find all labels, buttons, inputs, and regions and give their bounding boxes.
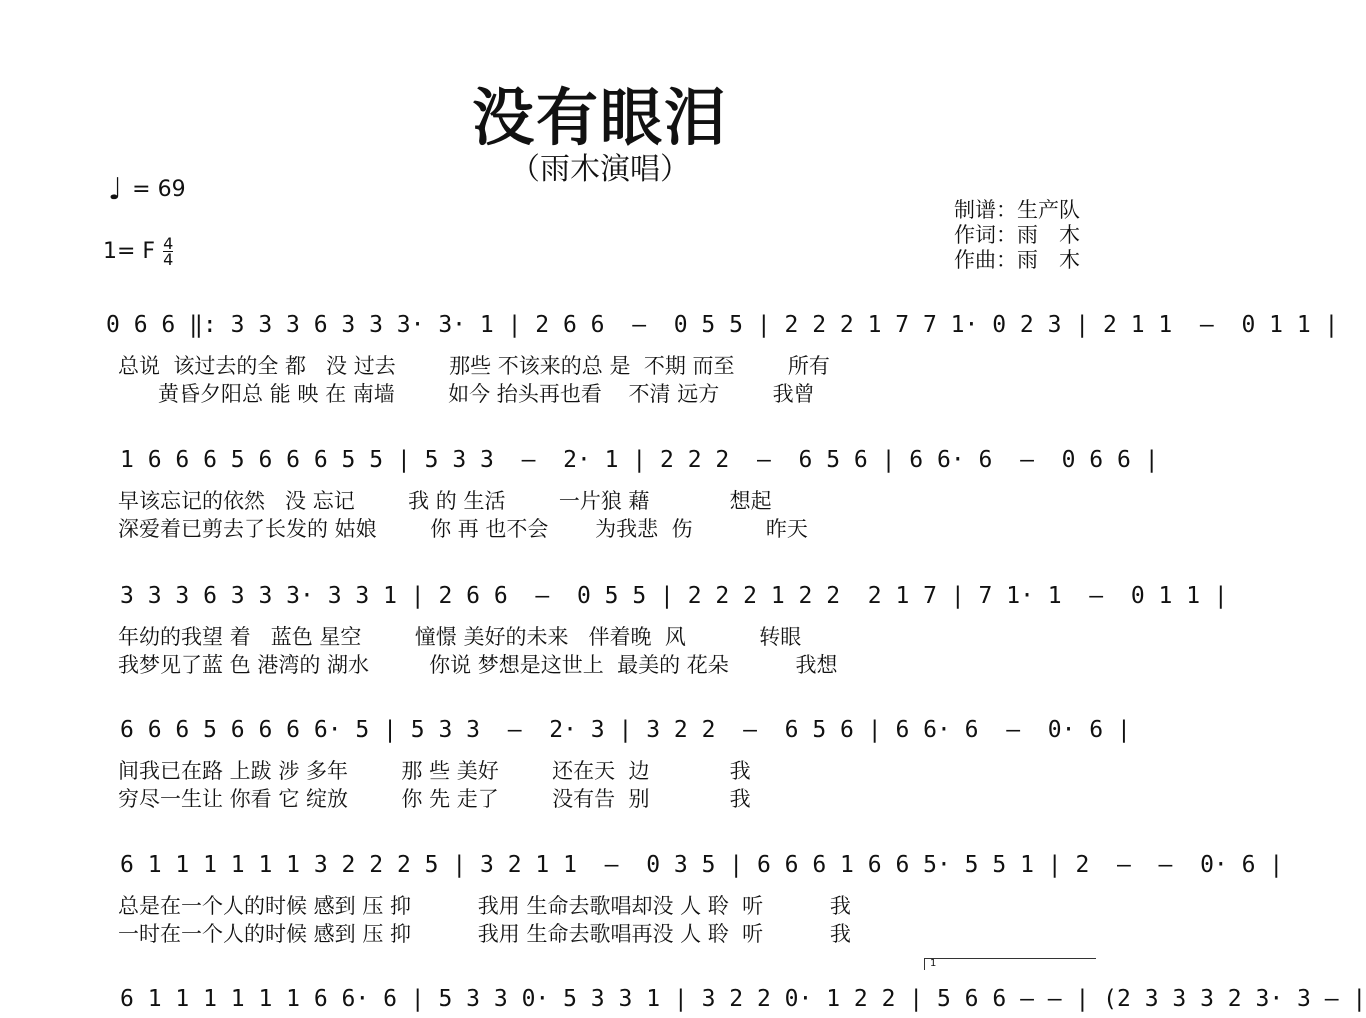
lyric-verse-1: 间我已在路 上跋 涉 多年 那 些 美好 还在天 边 我 [118, 759, 751, 783]
lyric-verse-2: 黄昏夕阳总 能 映 在 南墙 如今 抬头再也看 不清 远方 我曾 [118, 382, 815, 406]
notes-line: 6 6 6 5 6 6 6 6· 5 | 5 3 3 – 2· 3 | 3 2 2 – 6 5 6 | 6 6· 6 – 0· 6 | [120, 717, 1131, 743]
notes-line: 6 1 1 1 1 1 1 3 2 2 2 5 | 3 2 1 1 – 0 3 5 | 6 6 6 1 6 6 5· 5 5 1 | 2 – – 0· 6 | [120, 852, 1284, 878]
lyric-verse-1: 总说 该过去的全 都 没 过去 那些 不该来的总 是 不期 而至 所有 [118, 354, 830, 378]
page-subtitle: （雨木演唱） [510, 152, 690, 187]
lyric-verse-2: 深爱着已剪去了长发的 姑娘 你 再 也不会 为我悲 伤 昨天 [118, 517, 808, 541]
lyric-verse-1: 早该忘记的依然 没 忘记 我 的 生活 一片狼 藉 想起 [118, 489, 772, 513]
tempo-value: = 69 [132, 177, 186, 202]
lyric-verse-1: 总是在一个人的时候 感到 压 抑 我用 生命去歌唱却没 人 聆 听 我 [118, 894, 851, 918]
credit-arranger: 制谱：生产队 [954, 198, 1080, 222]
time-signature [163, 236, 173, 267]
time-signature-bottom: 4 [163, 250, 174, 269]
volta-bracket [924, 958, 1096, 959]
time-signature-top: 4 [163, 234, 174, 253]
notes-line: 0 6 6 ‖: 3 3 3 6 3 3 3· 3· 1 | 2 6 6 – 0 5 5 | 2 2 2 1 7 7 1· 0 2 3 | 2 1 1 – 0 1 1 | [106, 312, 1339, 338]
lyric-verse-2: 我梦见了蓝 色 港湾的 湖水 你说 梦想是这世上 最美的 花朵 我想 [118, 653, 838, 677]
page-title: 没有眼泪 [471, 81, 728, 154]
lyric-verse-1: 年幼的我望 着 蓝色 星空 憧憬 美好的未来 伴着晚 风 转眼 [118, 625, 802, 649]
credits [954, 198, 1080, 273]
notes-line: 6 1 1 1 1 1 1 6 6· 6 | 5 3 3 0· 5 3 3 1 | 3 2 2 0· 1 2 2 | 5 6 6 – – | (2 3 3 3 2 3· 3 – | [120, 986, 1366, 1012]
lyric-verse-2: 一时在一个人的时候 感到 压 抑 我用 生命去歌唱再没 人 聆 听 我 [118, 922, 851, 946]
credit-composer: 作曲：雨 木 [954, 248, 1080, 272]
volta-number: 1 [930, 958, 937, 969]
key-text: 1= F [103, 239, 156, 264]
notes-line: 3 3 3 6 3 3 3· 3 3 1 | 2 6 6 – 0 5 5 | 2 2 2 1 2 2 2 1 7 | 7 1· 1 – 0 1 1 | [120, 583, 1228, 609]
credit-lyricist: 作词：雨 木 [954, 223, 1080, 247]
tempo-marking [108, 172, 186, 207]
quarter-note-icon: ♩ [108, 172, 123, 207]
notes-line: 1 6 6 6 5 6 6 6 5 5 | 5 3 3 – 2· 1 | 2 2 2 – 6 5 6 | 6 6· 6 – 0 6 6 | [120, 447, 1159, 473]
volta-bracket-tick [924, 958, 925, 970]
key-signature [103, 236, 173, 267]
lyric-verse-2: 穷尽一生让 你看 它 绽放 你 先 走了 没有告 别 我 [118, 787, 751, 811]
